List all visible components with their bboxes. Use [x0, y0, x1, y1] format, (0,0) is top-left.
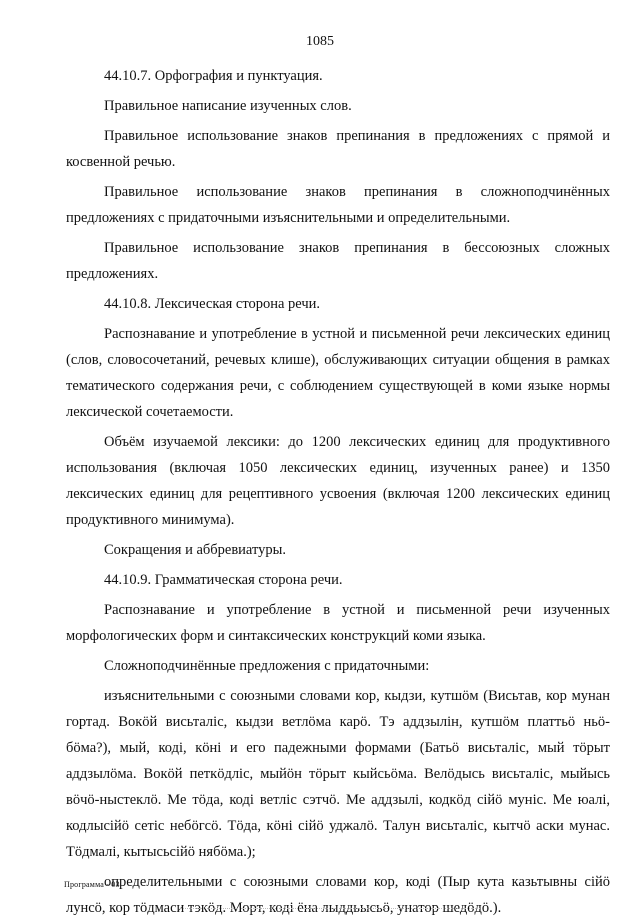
paragraph: Объём изучаемой лексики: до 1200 лексических единиц для продуктивного использования (включая 1050 лексических единиц, изученных ранее) и 1350 лексических единиц для рецептивного усвоения (включая 1200 лексических единиц продуктивного минимума).	[66, 434, 610, 528]
paragraph: Сложноподчинённые предложения с придаточными:	[104, 658, 430, 674]
paragraph: Распознавание и употребление в устной и письменной речи лексических единиц (слов, словосочетаний, речевых клише), обслуживающих ситуации общения в рамках тематического содержания речи, с соблюдением существующей в коми языке нормы лексической сочетаемости.	[66, 326, 610, 420]
footer-label: Программа - 03	[64, 880, 120, 889]
paragraph: Правильное написание изученных слов.	[104, 98, 352, 114]
paragraph: определительными с союзными словами кор, коді (Пыр кута казьтывны сійӧ лунсӧ, кор тӧдмаси тэкӧд. Морт, коді ёна лыддьысьӧ, унатор шедӧдӧ.).	[66, 874, 610, 916]
paragraph: изъяснительными с союзными словами кор, кыдзи, кутшӧм (Висьтав, кор мунан гортад. Вокӧй висьталіс, кыдзи ветлӧма карӧ. Тэ аддзылін, кутшӧм платтьӧ ньӧ- бӧма?), мый, коді, кӧні и его падежными формами (Батьӧ висьталіс, мый тӧрыт аддзылӧма. Вокӧй петкӧдліс, мыйӧн тӧрыт кыйсьӧма. Велӧдысь висьталіс, мыйысь вӧчӧ-ныстеклӧ. Ме тӧда, коді ветліс сэтчӧ. Ме аддзылі, кодкӧд сійӧ муніс. Ме юалі, кодлысійӧ сетіс небӧгсӧ. Тӧда, кӧні сійӧ уджалӧ. Талун висьталіс, кытчӧ аски мунас. Тӧдмалі, кытысьсійӧ нябӧма.);	[66, 688, 610, 860]
paragraph: Правильное использование знаков препинания в сложноподчинённых предложениях с придаточными изъяснительными и определительными.	[66, 184, 610, 226]
paragraph: Сокращения и аббревиатуры.	[104, 542, 287, 558]
paragraph: Распознавание и употребление в устной и письменной речи изученных морфологических форм и синтаксических конструкций коми языка.	[66, 602, 610, 644]
paragraph: Правильное использование знаков препинания в предложениях с прямой и косвенной речью.	[66, 128, 610, 170]
document-body	[66, 63, 610, 921]
section-heading-grammar: 44.10.9. Грамматическая сторона речи.	[104, 572, 343, 588]
section-heading-orthography: 44.10.7. Орфография и пунктуация.	[104, 68, 323, 84]
scan-artifact	[180, 908, 480, 911]
page-number: 1085	[306, 34, 334, 49]
paragraph: Правильное использование знаков препинания в бессоюзных сложных предложениях.	[66, 240, 610, 282]
section-heading-lexical: 44.10.8. Лексическая сторона речи.	[104, 296, 321, 312]
